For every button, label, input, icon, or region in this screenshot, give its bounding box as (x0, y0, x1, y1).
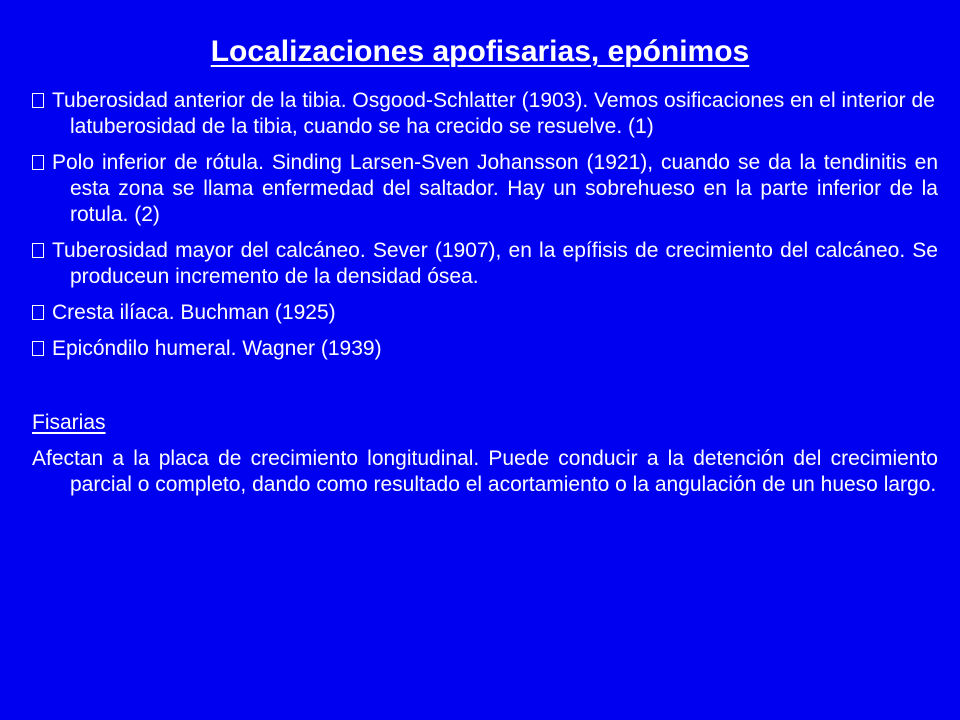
bullet-text: Polo inferior de rótula. Sinding Larsen-Sven Johansson (1921), cuando se da la tendinitis en esta zona se llama enfermedad del saltador. Hay un sobrehueso en la parte inferior de la rotula. (2) (52, 151, 938, 226)
bullet-item (32, 88, 938, 140)
spacer (32, 372, 938, 410)
square-bullet-icon (32, 155, 44, 170)
bullet-item (32, 238, 938, 290)
bullet-item (32, 336, 938, 362)
bullet-item (32, 150, 938, 228)
bullet-text: Cresta ilíaca. Buchman (1925) (52, 301, 336, 324)
section-subheading: Fisarias (32, 411, 106, 434)
slide-title: Localizaciones apofisarias, epónimos (210, 35, 750, 68)
square-bullet-icon (32, 93, 44, 108)
bullet-item (32, 300, 938, 326)
section-paragraph: Afectan a la placa de crecimiento longitudinal. Puede conducir a la detención del crecimiento parcial o completo, dando como resultado el acortamiento o la angulación de un hueso largo. (32, 447, 938, 496)
bullet-text: Tuberosidad mayor del calcáneo. Sever (1907), en la epífisis de crecimiento del calcáneo. Se produceun incremento de la densidad ósea. (52, 239, 938, 288)
square-bullet-icon (32, 243, 44, 258)
square-bullet-icon (32, 305, 44, 320)
square-bullet-icon (32, 341, 44, 356)
slide-content (32, 88, 938, 508)
bullet-text: Tuberosidad anterior de la tibia. Osgood-Schlatter (1903). Vemos osificaciones en el interior de latuberosidad de la tibia, cuando se ha crecido se resuelve. (1) (52, 89, 935, 138)
bullet-text: Epicóndilo humeral. Wagner (1939) (52, 337, 382, 360)
